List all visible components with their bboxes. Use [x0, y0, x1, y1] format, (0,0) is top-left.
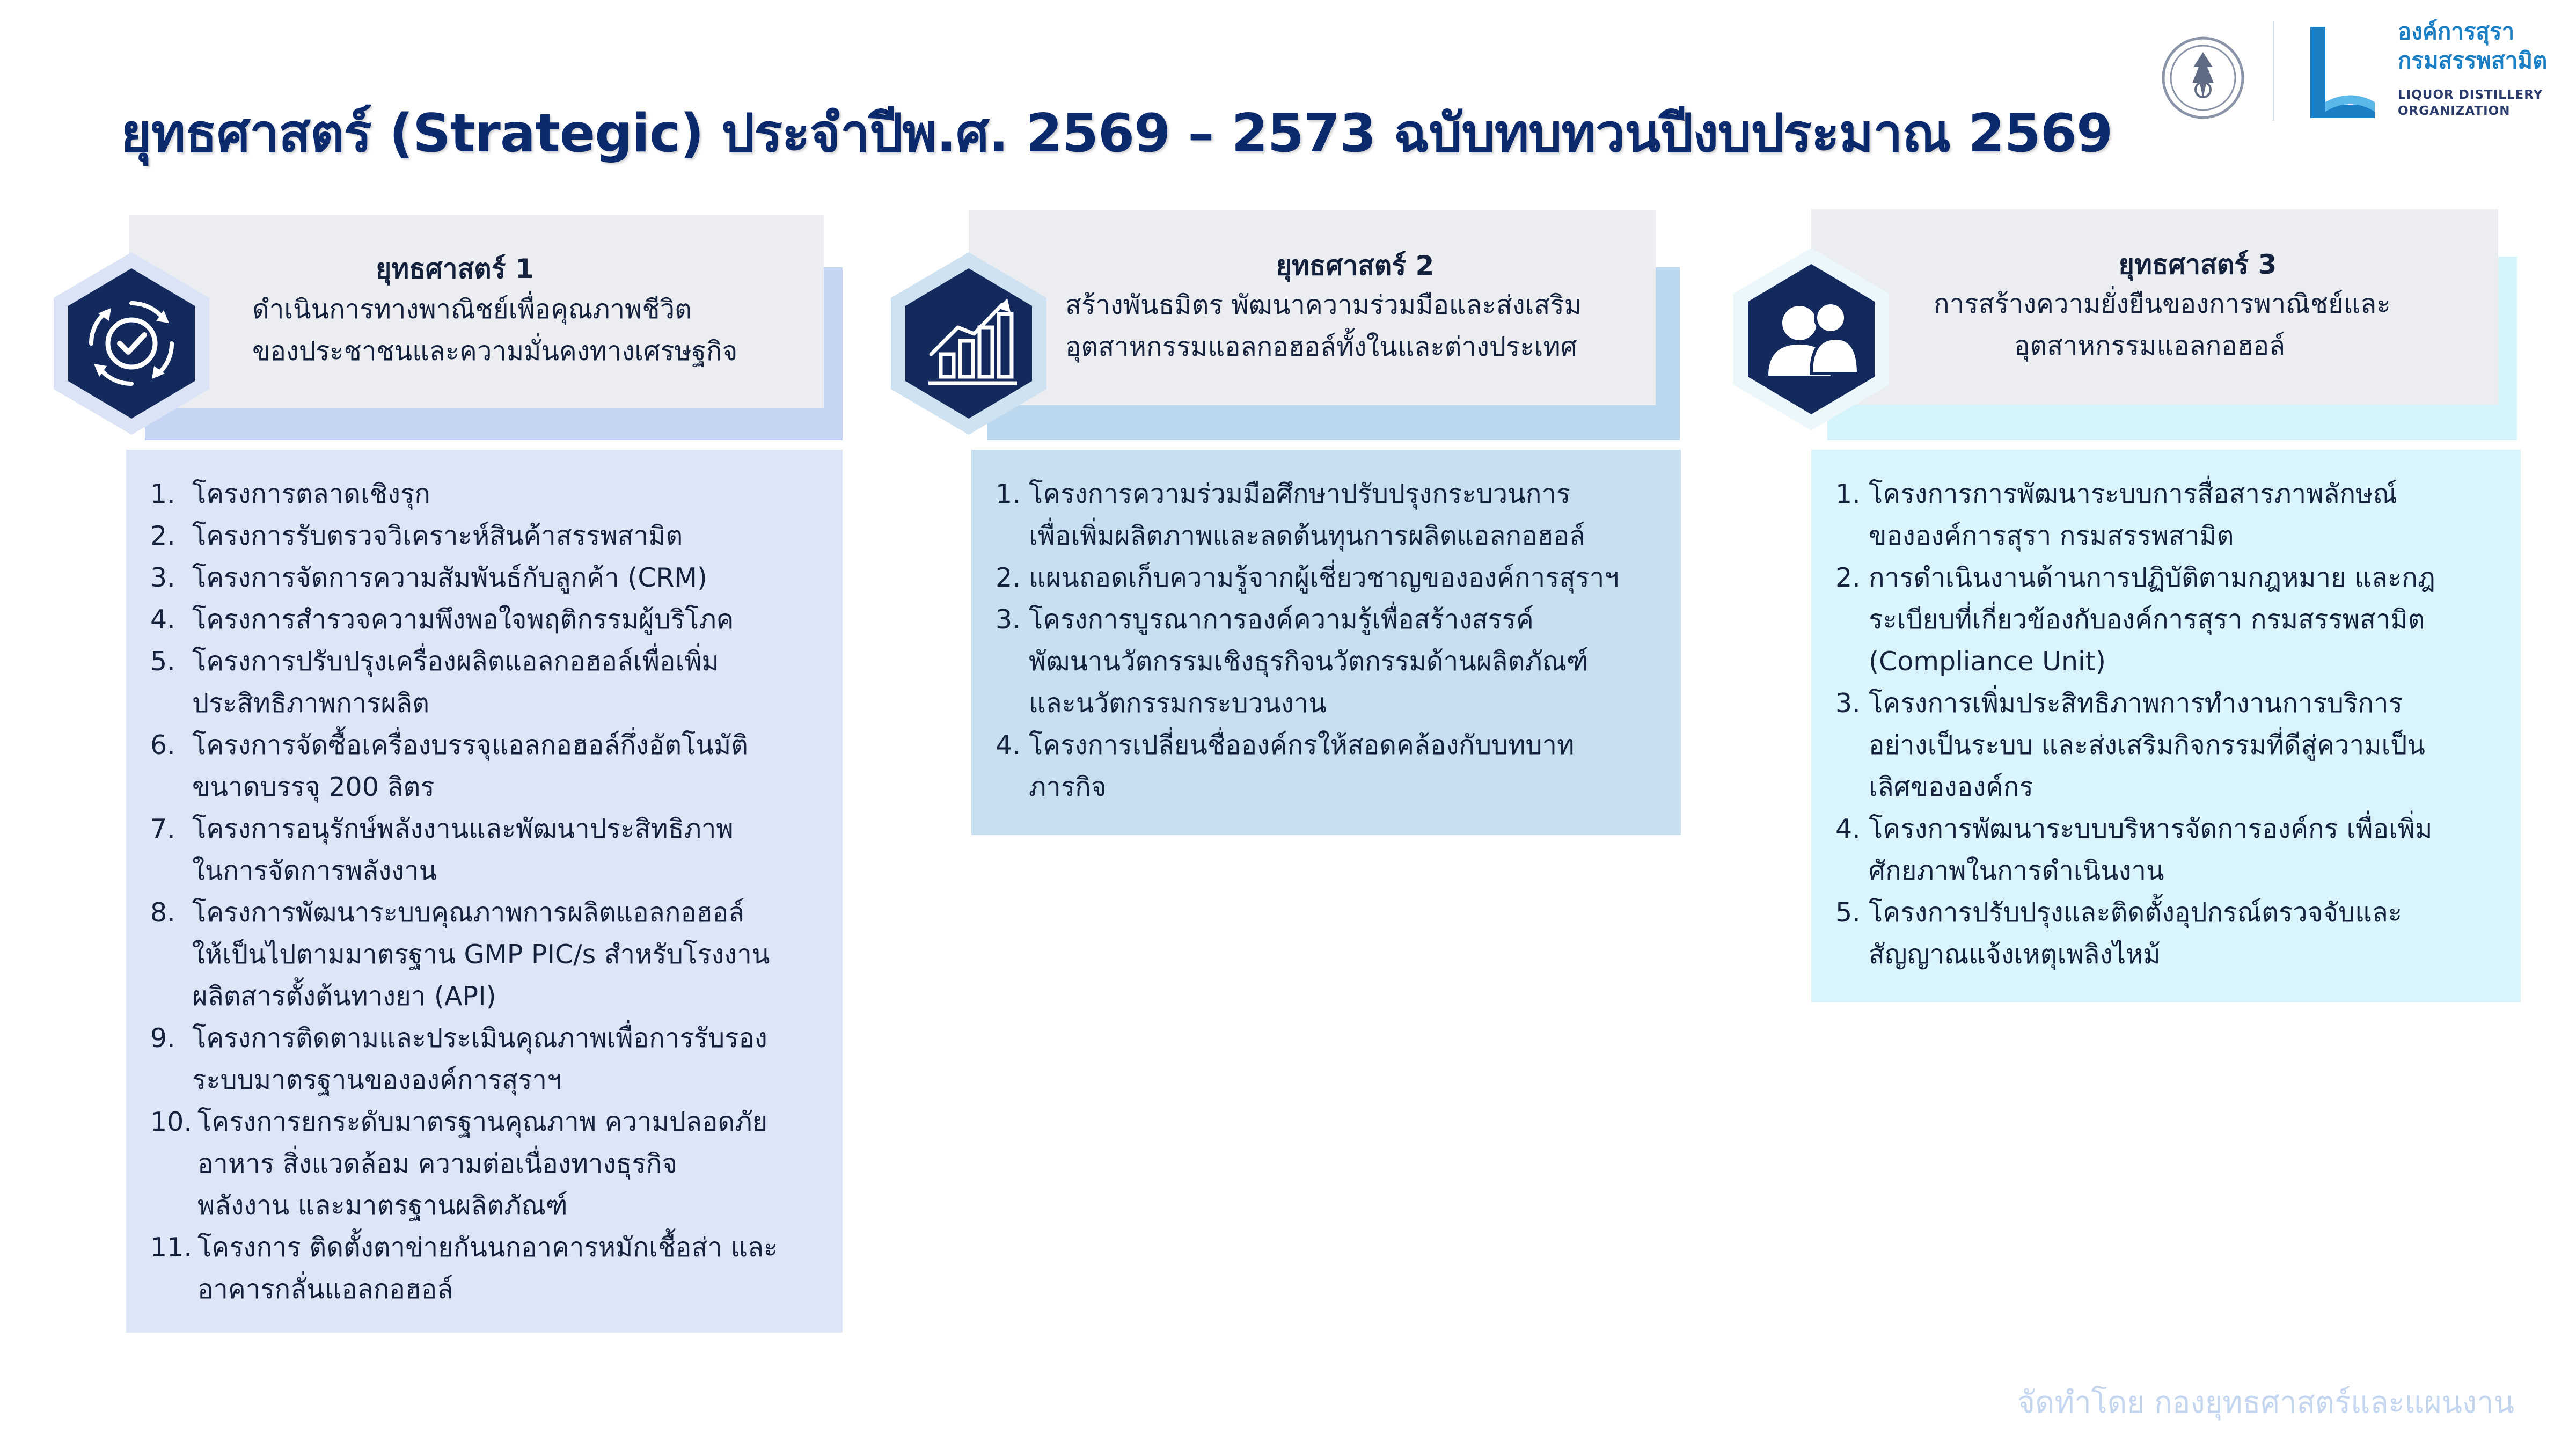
list-item-text: พลังงาน และมาตรฐานผลิตภัณฑ์ [197, 1190, 568, 1221]
list-item-number: 4. [1835, 814, 1861, 844]
list-item-text: ระบบมาตรฐานขององค์การสุราฯ [192, 1065, 562, 1095]
list-item-text: โครงการความร่วมมือศึกษาปรับปรุงกระบวนการ [1029, 479, 1571, 509]
footer-credit: จัดทำโดย กองยุทธศาสตร์และแผนงาน [2017, 1385, 2514, 1420]
list-item-text: ระเบียบที่เกี่ยวข้องกับองค์การสุรา กรมสรรพสามิต [1869, 604, 2425, 635]
list-item-number: 7. [150, 814, 175, 844]
list-item-text: โครงการจัดการความสัมพันธ์กับลูกค้า (CRM) [192, 562, 707, 593]
list-item-number: 4. [150, 604, 175, 635]
logo-name-thai-2: กรมสรรพสามิต [2398, 47, 2548, 74]
excise-department-seal-icon [2160, 30, 2246, 126]
strategy-3-project-list [1835, 473, 2512, 976]
list-item-number: 1. [150, 479, 175, 509]
list-item-text: โครงการการพัฒนาระบบการสื่อสารภาพลักษณ์ [1869, 479, 2397, 509]
list-item-text: โครงการปรับปรุงและติดตั้งอุปกรณ์ตรวจจับและ [1869, 897, 2403, 928]
strategy-1-desc-line-2: ของประชาชนและความมั่นคงทางเศรษฐกิจ [252, 336, 738, 367]
strategy-2-project-list [996, 473, 1672, 808]
list-item-text: โครงการยกระดับมาตรฐานคุณภาพ ความปลอดภัย [197, 1107, 768, 1137]
list-item [996, 724, 1672, 808]
strategy-3-desc-line-2: อุตสาหกรรมแอลกอฮอล์ [2014, 331, 2286, 361]
list-item [1835, 808, 2512, 892]
users-group-icon [1731, 248, 1892, 430]
list-item [1835, 892, 2512, 976]
list-item-number: 3. [150, 562, 175, 593]
list-item [996, 557, 1672, 599]
list-item-text: เพื่อเพิ่มผลิตภาพและลดต้นทุนการผลิตแอลกอฮอล์ [1029, 521, 1585, 551]
cycle-check-icon [51, 252, 212, 435]
logo-name-english-2: ORGANIZATION [2398, 104, 2511, 118]
list-item [150, 599, 832, 641]
list-item-text: โครงการอนุรักษ์พลังงานและพัฒนาประสิทธิภาพ [192, 814, 734, 844]
logo-name-english-1: LIQUOR DISTILLERY [2398, 88, 2543, 102]
logo-divider [2273, 21, 2274, 121]
strategy-3-hexagon [1731, 248, 1892, 430]
strategy-3-title: ยุทธศาสตร์ 3 [2118, 249, 2277, 280]
strategy-2-desc-line-2: อุตสาหกรรมแอลกอฮอล์ทั้งในและต่างประเทศ [1065, 332, 1577, 362]
logo-name-thai-1: องค์การสุรา [2398, 18, 2515, 45]
list-item-text: ในการจัดการพลังงาน [192, 855, 437, 886]
list-item-text: ประสิทธิภาพการผลิต [192, 688, 430, 719]
list-item-text: ศักยภาพในการดำเนินงาน [1869, 855, 2164, 886]
list-item-text: อย่างเป็นระบบ และส่งเสริมกิจกรรมที่ดีสู่ความเป็น [1869, 730, 2425, 760]
list-item-number: 1. [996, 479, 1021, 509]
list-item [150, 1018, 832, 1101]
growth-chart-icon [888, 252, 1049, 435]
list-item-text: ให้เป็นไปตามมาตรฐาน GMP PIC/s สำหรับโรงงาน [192, 939, 770, 970]
list-item [150, 641, 832, 724]
strategy-2-desc-line-1: สร้างพันธมิตร พัฒนาความร่วมมือและส่งเสริม [1065, 290, 1582, 320]
logo-text [2398, 17, 2547, 119]
list-item-text: โครงการบูรณาการองค์ความรู้เพื่อสร้างสรรค์ [1029, 604, 1534, 635]
list-item-text: อาคารกลั่นแอลกอฮอล์ [197, 1274, 453, 1305]
list-item-number: 4. [996, 730, 1021, 760]
list-item [996, 599, 1672, 724]
list-item-text: โครงการสำรวจความพึงพอใจพฤติกรรมผู้บริโภค [192, 604, 734, 635]
list-item [1835, 473, 2512, 557]
list-item-number: 6. [150, 730, 175, 760]
page-title: ยุทธศาสตร์ (Strategic) ประจำปีพ.ศ. 2569 – 2573 ฉบับทบทวนปีงบประมาณ 2569 [121, 103, 2113, 164]
strategy-1-desc-line-1: ดำเนินการทางพาณิชย์เพื่อคุณภาพชีวิต [252, 294, 692, 325]
list-item [150, 724, 832, 808]
list-item-number: 5. [150, 646, 175, 677]
list-item-text: การดำเนินงานด้านการปฏิบัติตามกฎหมาย และกฎ [1869, 562, 2435, 593]
list-item [150, 557, 832, 599]
list-item-number: 3. [1835, 688, 1861, 719]
list-item-text: (Compliance Unit) [1869, 646, 2106, 677]
list-item-text: โครงการติดตามและประเมินคุณภาพเพื่อการรับรอง [192, 1023, 767, 1053]
list-item-text: โครงการพัฒนาระบบคุณภาพการผลิตแอลกอฮอล์ [192, 897, 745, 928]
list-item [150, 808, 832, 892]
strategy-1-hexagon [51, 252, 212, 435]
list-item-number: 3. [996, 604, 1021, 635]
list-item-number: 1. [1835, 479, 1861, 509]
list-item [1835, 683, 2512, 808]
list-item-text: แผนถอดเก็บความรู้จากผู้เชี่ยวชาญขององค์การสุราฯ [1029, 562, 1619, 593]
strategy-1-project-list [150, 473, 832, 1311]
list-item-text: โครงการเพิ่มประสิทธิภาพการทำงานการบริการ [1869, 688, 2403, 719]
list-item [150, 473, 832, 515]
liquor-distillery-wave-logo-icon [2300, 21, 2380, 123]
list-item-number: 5. [1835, 897, 1861, 928]
list-item [996, 473, 1672, 557]
list-item-text: โครงการตลาดเชิงรุก [192, 479, 430, 509]
list-item [150, 1227, 832, 1311]
list-item-text: โครงการพัฒนาระบบบริหารจัดการองค์กร เพื่อเพิ่ม [1869, 814, 2433, 844]
logo-name-english [2398, 87, 2547, 119]
list-item-number: 10. [150, 1107, 192, 1137]
list-item [150, 515, 832, 557]
list-item-text: และนวัตกรรมกระบวนงาน [1029, 688, 1327, 719]
list-item-text: โครงการจัดซื้อเครื่องบรรจุแอลกอฮอล์กึ่งอัตโนมัติ [192, 730, 748, 760]
list-item-text: พัฒนานวัตกรรมเชิงธุรกิจนวัตกรรมด้านผลิตภัณฑ์ [1029, 646, 1589, 677]
list-item-text: อาหาร สิ่งแวดล้อม ความต่อเนื่องทางธุรกิจ [197, 1148, 678, 1179]
strategy-2-hexagon [888, 252, 1049, 435]
list-item-text: เลิศขององค์กร [1869, 772, 2033, 802]
list-item-number: 11. [150, 1232, 192, 1263]
strategy-1-title: ยุทธศาสตร์ 1 [376, 253, 534, 284]
list-item-text: โครงการรับตรวจวิเคราะห์สินค้าสรรพสามิต [192, 521, 683, 551]
list-item-text: ภารกิจ [1029, 772, 1107, 802]
list-item-number: 8. [150, 897, 175, 928]
list-item-text: ผลิตสารตั้งต้นทางยา (API) [192, 981, 496, 1012]
list-item-text: โครงการ ติดตั้งตาข่ายกันนกอาคารหมักเชื้อส่า และ [197, 1232, 778, 1263]
list-item-number: 2. [996, 562, 1021, 593]
strategy-3-desc-line-1: การสร้างความยั่งยืนของการพาณิชย์และ [1934, 289, 2391, 319]
list-item [150, 1101, 832, 1227]
list-item-number: 9. [150, 1023, 175, 1053]
list-item-number: 2. [150, 521, 175, 551]
list-item [150, 892, 832, 1018]
strategy-1-header [129, 215, 824, 408]
list-item-text: ขององค์การสุรา กรมสรรพสามิต [1869, 521, 2234, 551]
list-item-text: โครงการปรับปรุงเครื่องผลิตแอลกอฮอล์เพื่อเพิ่ม [192, 646, 719, 677]
strategy-2-header [969, 210, 1656, 405]
list-item-text: โครงการเปลี่ยนชื่อองค์กรให้สอดคล้องกับบทบาท [1029, 730, 1575, 760]
list-item-text: สัญญาณแจ้งเหตุเพลิงไหม้ [1869, 939, 2161, 970]
list-item-text: ขนาดบรรจุ 200 ลิตร [192, 772, 435, 802]
list-item-number: 2. [1835, 562, 1861, 593]
list-item [1835, 557, 2512, 683]
strategy-2-title: ยุทธศาสตร์ 2 [1276, 250, 1435, 281]
strategy-3-header [1811, 209, 2498, 405]
